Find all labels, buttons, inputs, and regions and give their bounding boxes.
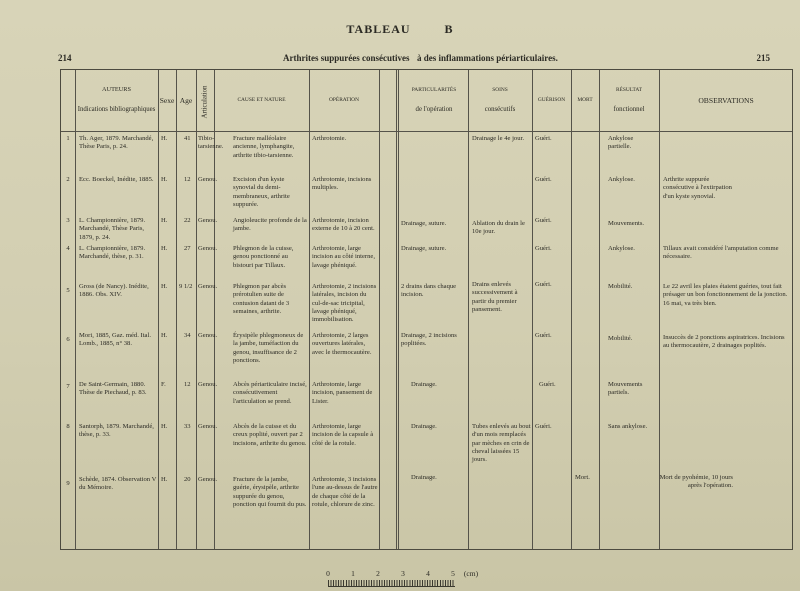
cell-observations: Insuccès de 2 ponctions aspiratrices. Incisions au thermocautère, 2 drainages poplités.	[663, 334, 785, 350]
cell-operation: Arthrotomie, incision externe de 10 à 20 cent.	[312, 217, 375, 233]
cell-operation: Arthrotomie, 2 larges ouvertures latérales, avec le thermocautère.	[312, 332, 372, 356]
cell-articulation: Genou.	[198, 332, 218, 339]
title-left: Arthrites suppurées consécutives	[283, 53, 410, 63]
title-right: à des inflammations périarticulaires.	[417, 53, 558, 63]
cell-cause: Phlegmon de la cuisse, genou ponctionné au bistouri par Tillaux.	[233, 245, 294, 269]
cell-cause: Fracture malléolaire ancienne, lymphangite, arthrite tibio-tarsienne.	[233, 135, 295, 159]
row-number: 3	[66, 217, 70, 224]
cell-particularites: Drainage, suture.	[401, 245, 447, 252]
cell-articulation: Genou.	[198, 245, 218, 252]
cell-articulation: Tibio-tarsienne.	[198, 135, 224, 151]
cell-sexe: H.	[161, 476, 168, 483]
running-header	[58, 53, 770, 65]
row-number: 7	[66, 383, 70, 390]
cell-guerison: Guéri.	[535, 135, 552, 142]
cell-cause: Excision d'un kyste synovial du demi-membraneux, arthrite suppurée.	[233, 176, 290, 209]
scale-unit: (cm)	[463, 569, 479, 578]
cell-auteur: Santorph, 1879. Marchandé, thèse, p. 33.	[79, 423, 154, 439]
cell-auteur: Th. Ager, 1879. Marchandé, Thèse Paris, p. 24.	[79, 135, 154, 151]
cell-age: 33	[184, 423, 191, 430]
cell-particularites: Drainage, suture.	[401, 220, 447, 227]
cell-soins: Tubes enlevés au bout d'un mois remplacés par mèches en crin de cheval laissées 15 jours.	[472, 423, 531, 464]
cell-auteur: Schède, 1874. Observation V du Mémoire.	[79, 476, 157, 492]
col-auteurs: AUTEURS Indications bibliographiques	[77, 86, 156, 114]
col-mort: MORT	[577, 97, 593, 104]
cell-guerison: Guéri.	[535, 332, 552, 339]
cell-sexe: F.	[161, 381, 166, 388]
cell-articulation: Genou.	[198, 176, 218, 183]
cell-cause: Abcès de la cuisse et du creux poplité, ouvert par 2 incisions, arthrite du genou.	[233, 423, 307, 447]
cell-age: 34	[184, 332, 191, 339]
data-table	[60, 69, 793, 550]
cell-soins: Drains enlevés successivement à partir du premier pansement.	[472, 281, 518, 314]
cell-age: 9 1/2	[179, 283, 193, 290]
cell-particularites: Drainage.	[411, 381, 437, 388]
row-number: 9	[66, 480, 70, 487]
cell-particularites: Drainage.	[411, 423, 437, 430]
scale-label: 5	[451, 569, 455, 578]
scale-label: 3	[401, 569, 405, 578]
cell-guerison: Guéri.	[535, 245, 552, 252]
cell-sexe: H.	[161, 176, 168, 183]
cell-sexe: H.	[161, 135, 168, 142]
cell-operation: Arthrotomie, 2 incisions latérales, incision du cul-de-sac tricipital, lavage phéniqué, immobilisation.	[312, 283, 377, 324]
cell-guerison: Guéri.	[539, 381, 556, 388]
cell-articulation: Genou.	[198, 381, 218, 388]
cell-age: 20	[184, 476, 191, 483]
cell-auteur: Mori, 1885, Gaz. méd. Ital. Lomb., 1885, n° 38.	[79, 332, 151, 348]
row-number: 6	[66, 336, 70, 343]
page-number-right: 215	[756, 53, 770, 63]
cell-mort: Mort.	[575, 474, 590, 481]
col-operation: OPÉRATION	[329, 97, 359, 104]
measurement-scale	[326, 569, 479, 589]
cell-sexe: H.	[161, 283, 168, 290]
row-number: 4	[66, 245, 70, 252]
cell-age: 12	[184, 381, 191, 388]
cell-resultat: Mobilité.	[608, 335, 633, 342]
cell-sexe: H.	[161, 423, 168, 430]
tableau-letter: B	[444, 22, 454, 36]
table-heading	[0, 22, 800, 37]
row-number: 2	[66, 176, 70, 183]
cell-cause: Angioleucite profonde de la jambe.	[233, 217, 307, 233]
tableau-title: TABLEAU	[346, 22, 411, 36]
cell-age: 27	[184, 245, 191, 252]
page-number-left: 214	[58, 53, 72, 63]
cell-age: 41	[184, 135, 191, 142]
cell-guerison: Guéri.	[535, 217, 552, 224]
cell-resultat: Ankylose.	[608, 245, 635, 252]
cell-cause: Fracture de la jambe, guérie, érysipèle, arthrite suppurée du genou, ponction qui fournit du pus.	[233, 476, 307, 509]
cell-operation: Arthrotomie, incisions multiples.	[312, 176, 372, 192]
cell-articulation: Genou.	[198, 217, 218, 224]
cell-soins: Drainage le 4e jour.	[472, 135, 524, 142]
cell-observations: Mort de pyohémie, 10 jours après l'opération.	[659, 474, 733, 490]
cell-cause: Érysipèle phlegmoneux de la jambe, tuméfaction du genou, insuffisance de 2 ponctions.	[233, 332, 304, 365]
scale-label: 1	[351, 569, 355, 578]
cell-observations: Tillaux avait considéré l'amputation comme nécessaire.	[663, 245, 779, 261]
cell-operation: Arthrotomie, large incision, pansement de Lister.	[312, 381, 373, 405]
cell-resultat: Sans ankylose.	[608, 423, 648, 430]
cell-particularites: Drainage, 2 incisions poplitées.	[401, 332, 457, 348]
row-number: 5	[66, 287, 70, 294]
col-observations: OBSERVATIONS	[698, 95, 754, 105]
cell-articulation: Genou.	[198, 423, 218, 430]
cell-sexe: H.	[161, 245, 168, 252]
cell-resultat: Mobilité.	[608, 283, 633, 290]
cell-particularites: Drainage.	[411, 474, 437, 481]
cell-observations: Arthrite suppurée consécutive à l'extirpation d'un kyste synovial.	[663, 176, 732, 200]
cell-auteur: Gross (de Nancy). Inédite, 1886. Obs. XIV.	[79, 283, 149, 299]
row-number: 1	[66, 135, 70, 142]
cell-cause: Abcès périarticulaire incisé, consécutivement l'articulation se prend.	[233, 381, 307, 405]
col-soins: SOINS consécutifs	[484, 86, 516, 113]
cell-auteur: L. Championnière, 1879. Marchandé, Thèse Paris, 1879, p. 24.	[79, 217, 146, 241]
col-guerison: GUÉRISON	[537, 97, 566, 104]
cell-articulation: Genou.	[198, 476, 218, 483]
scale-label: 0	[326, 569, 330, 578]
scale-label: 4	[426, 569, 430, 578]
col-resultat: RÉSULTAT fonctionnel	[613, 86, 645, 113]
cell-age: 12	[184, 176, 191, 183]
cell-guerison: Guéri.	[535, 281, 552, 288]
cell-auteur: De Saint-Germain, 1880. Thèse de Piechaud, p. 83.	[79, 381, 147, 397]
cell-sexe: H.	[161, 332, 168, 339]
col-cause: CAUSE ET NATURE	[237, 97, 286, 104]
cell-operation: Arthrotomie, large incision au côté interne, lavage phéniqué.	[312, 245, 375, 269]
cell-particularites: 2 drains dans chaque incision.	[401, 283, 457, 299]
col-articulation: Articulation	[201, 85, 209, 118]
col-age: Age	[179, 95, 193, 105]
cell-cause: Phlegmon par abcès prérotulien suite de contusion datant de 3 semaines, arthrite.	[233, 283, 290, 316]
cell-operation: Arthrotomie, large incision de la capsule à côté de la rotule.	[312, 423, 374, 447]
scale-ruler	[328, 580, 455, 587]
row-number: 8	[66, 423, 70, 430]
cell-auteur: L. Championnière, 1879. Marchandé, thèse, p. 31.	[79, 245, 146, 261]
cell-operation: Arthrotomie.	[312, 135, 347, 142]
cell-resultat: Mouvements partiels.	[608, 381, 643, 397]
scale-label: 2	[376, 569, 380, 578]
cell-guerison: Guéri.	[535, 423, 552, 430]
cell-guerison: Guéri.	[535, 176, 552, 183]
cell-sexe: H.	[161, 217, 168, 224]
cell-soins: Ablation du drain le 10e jour.	[472, 220, 525, 236]
cell-age: 22	[184, 217, 191, 224]
cell-articulation: Genou.	[198, 283, 218, 290]
cell-resultat: Mouvements.	[608, 220, 645, 227]
cell-auteur: Ecc. Boeckel, Inédite, 1885.	[79, 176, 154, 183]
col-sexe: Sexe	[159, 95, 175, 105]
cell-resultat: Ankylose.	[608, 176, 635, 183]
cell-resultat: Ankylose partielle.	[608, 135, 634, 151]
col-particularites: PARTICULARITÉS de l'opération	[411, 86, 457, 113]
cell-observations: Le 22 avril les plaies étaient guéries, tout fait présager un bon fonctionnement de la jonction. 16 mai, va très bien.	[663, 283, 788, 307]
cell-operation: Arthrotomie, 3 incisions l'une au-dessus de l'autre de chaque côté de la rotule, chlorure de zinc.	[312, 476, 378, 509]
